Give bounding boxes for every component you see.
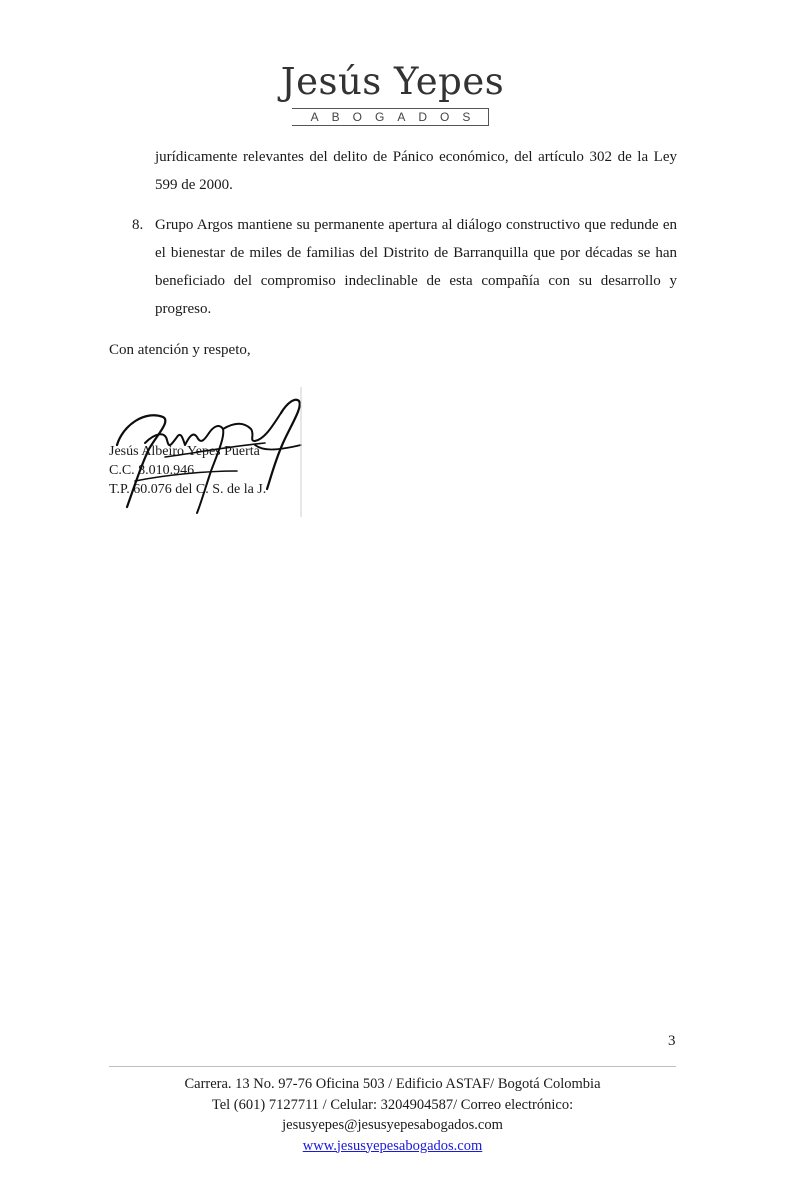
list-item-number: 8. bbox=[132, 217, 144, 233]
footer-email: jesusyepes@jesusyepesabogados.com bbox=[282, 1117, 503, 1133]
continued-paragraph: jurídicamente relevantes del delito de Pánico económico, del artículo 302 de la Ley 599 de 2000. bbox=[155, 149, 677, 193]
closing-salutation: Con atención y respeto, bbox=[109, 342, 251, 358]
page-number: 3 bbox=[668, 1033, 676, 1049]
footer-divider bbox=[109, 1066, 676, 1067]
letterhead-logo bbox=[0, 60, 785, 124]
letterhead-name: Jesús Yepes bbox=[280, 60, 505, 103]
footer-phones: Tel (601) 7127711 / Celular: 3204904587/ Correo electrónico: bbox=[211, 1096, 574, 1113]
footer-website-link[interactable]: www.jesusyepesabogados.com bbox=[302, 1137, 483, 1154]
signer-name: Jesús Albeiro Yepes Puerta bbox=[109, 444, 260, 459]
footer-address: Carrera. 13 No. 97-76 Oficina 503 / Edificio ASTAF/ Bogotá Colombia bbox=[184, 1076, 601, 1092]
footer bbox=[0, 1074, 785, 1156]
signer-professional-card: T.P. 60.076 del C. S. de la J. bbox=[109, 482, 267, 497]
list-item-text: Grupo Argos mantiene su permanente apertura al diálogo constructivo que redunde en el bienestar de miles de familias del Distrito de Barranquilla que por décadas se han beneficiado del compromiso indeclinable de esta compañía con su desarrollo y progreso. bbox=[155, 217, 677, 317]
signer-id: C.C. 8.010.946 bbox=[109, 463, 195, 478]
letterhead-subtitle: ABOGADOS bbox=[310, 110, 484, 124]
handwritten-signature bbox=[105, 385, 310, 525]
